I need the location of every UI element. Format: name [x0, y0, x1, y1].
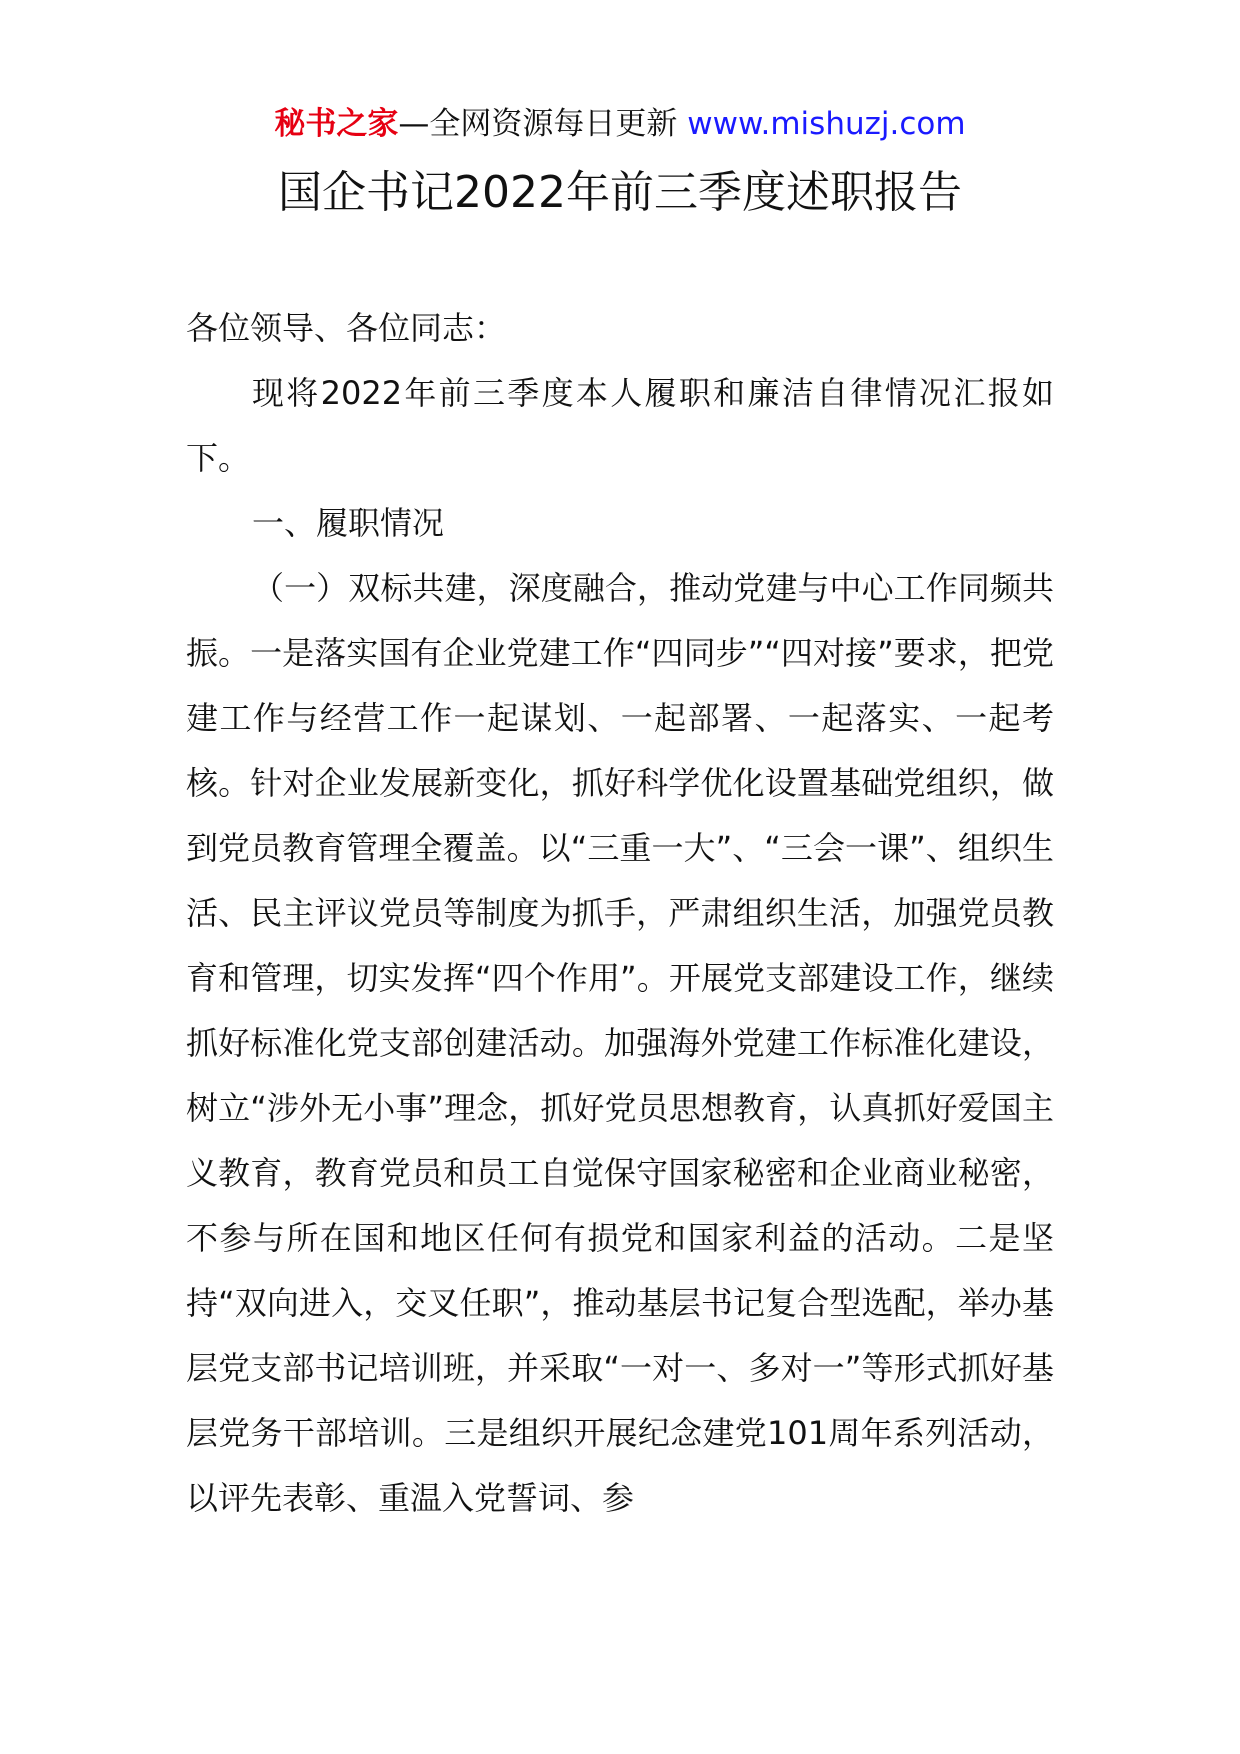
site-tagline: —全网资源每日更新: [398, 106, 688, 142]
document-body: [186, 296, 1054, 1531]
section-heading: 一、履职情况: [252, 504, 445, 542]
site-url-link[interactable]: www.mishuzj.com: [687, 106, 966, 142]
site-name: 秘书之家: [274, 106, 399, 142]
salutation: 各位领导、各位同志：: [186, 309, 507, 347]
intro-paragraph: 现将2022年前三季度本人履职和廉洁自律情况汇报如下。: [186, 374, 1054, 477]
document-title: 国企书记2022年前三季度述职报告: [278, 167, 962, 218]
body-paragraph: （一）双标共建，深度融合，推动党建与中心工作同频共振。一是落实国有企业党建工作“四同步”“四对接”要求，把党建工作与经营工作一起谋划、一起部署、一起落实、一起考核。针对企业发展新变化，抓好科学优化设置基础党组织，做到党员教育管理全覆盖。以“三重一大”、“三会一课”、组织生活、民主评议党员等制度为抓手，严肃组织生活，加强党员教育和管理，切实发挥“四个作用”。开展党支部建设工作，继续抓好标准化党支部创建活动。加强海外党建工作标准化建设，树立“涉外无小事”理念，抓好党员思想教育，认真抓好爱国主义教育，教育党员和员工自觉保守国家秘密和企业商业秘密，不参与所在国和地区任何有损党和国家利益的活动。二是坚持“双向进入，交叉任职”，推动基层书记复合型选配，举办基层党支部书记培训班，并采取“一对一、多对一”等形式抓好基层党务干部培训。三是组织开展纪念建党101周年系列活动，以评先表彰、重温入党誓词、参: [186, 569, 1054, 1517]
site-banner: [0, 102, 1240, 146]
